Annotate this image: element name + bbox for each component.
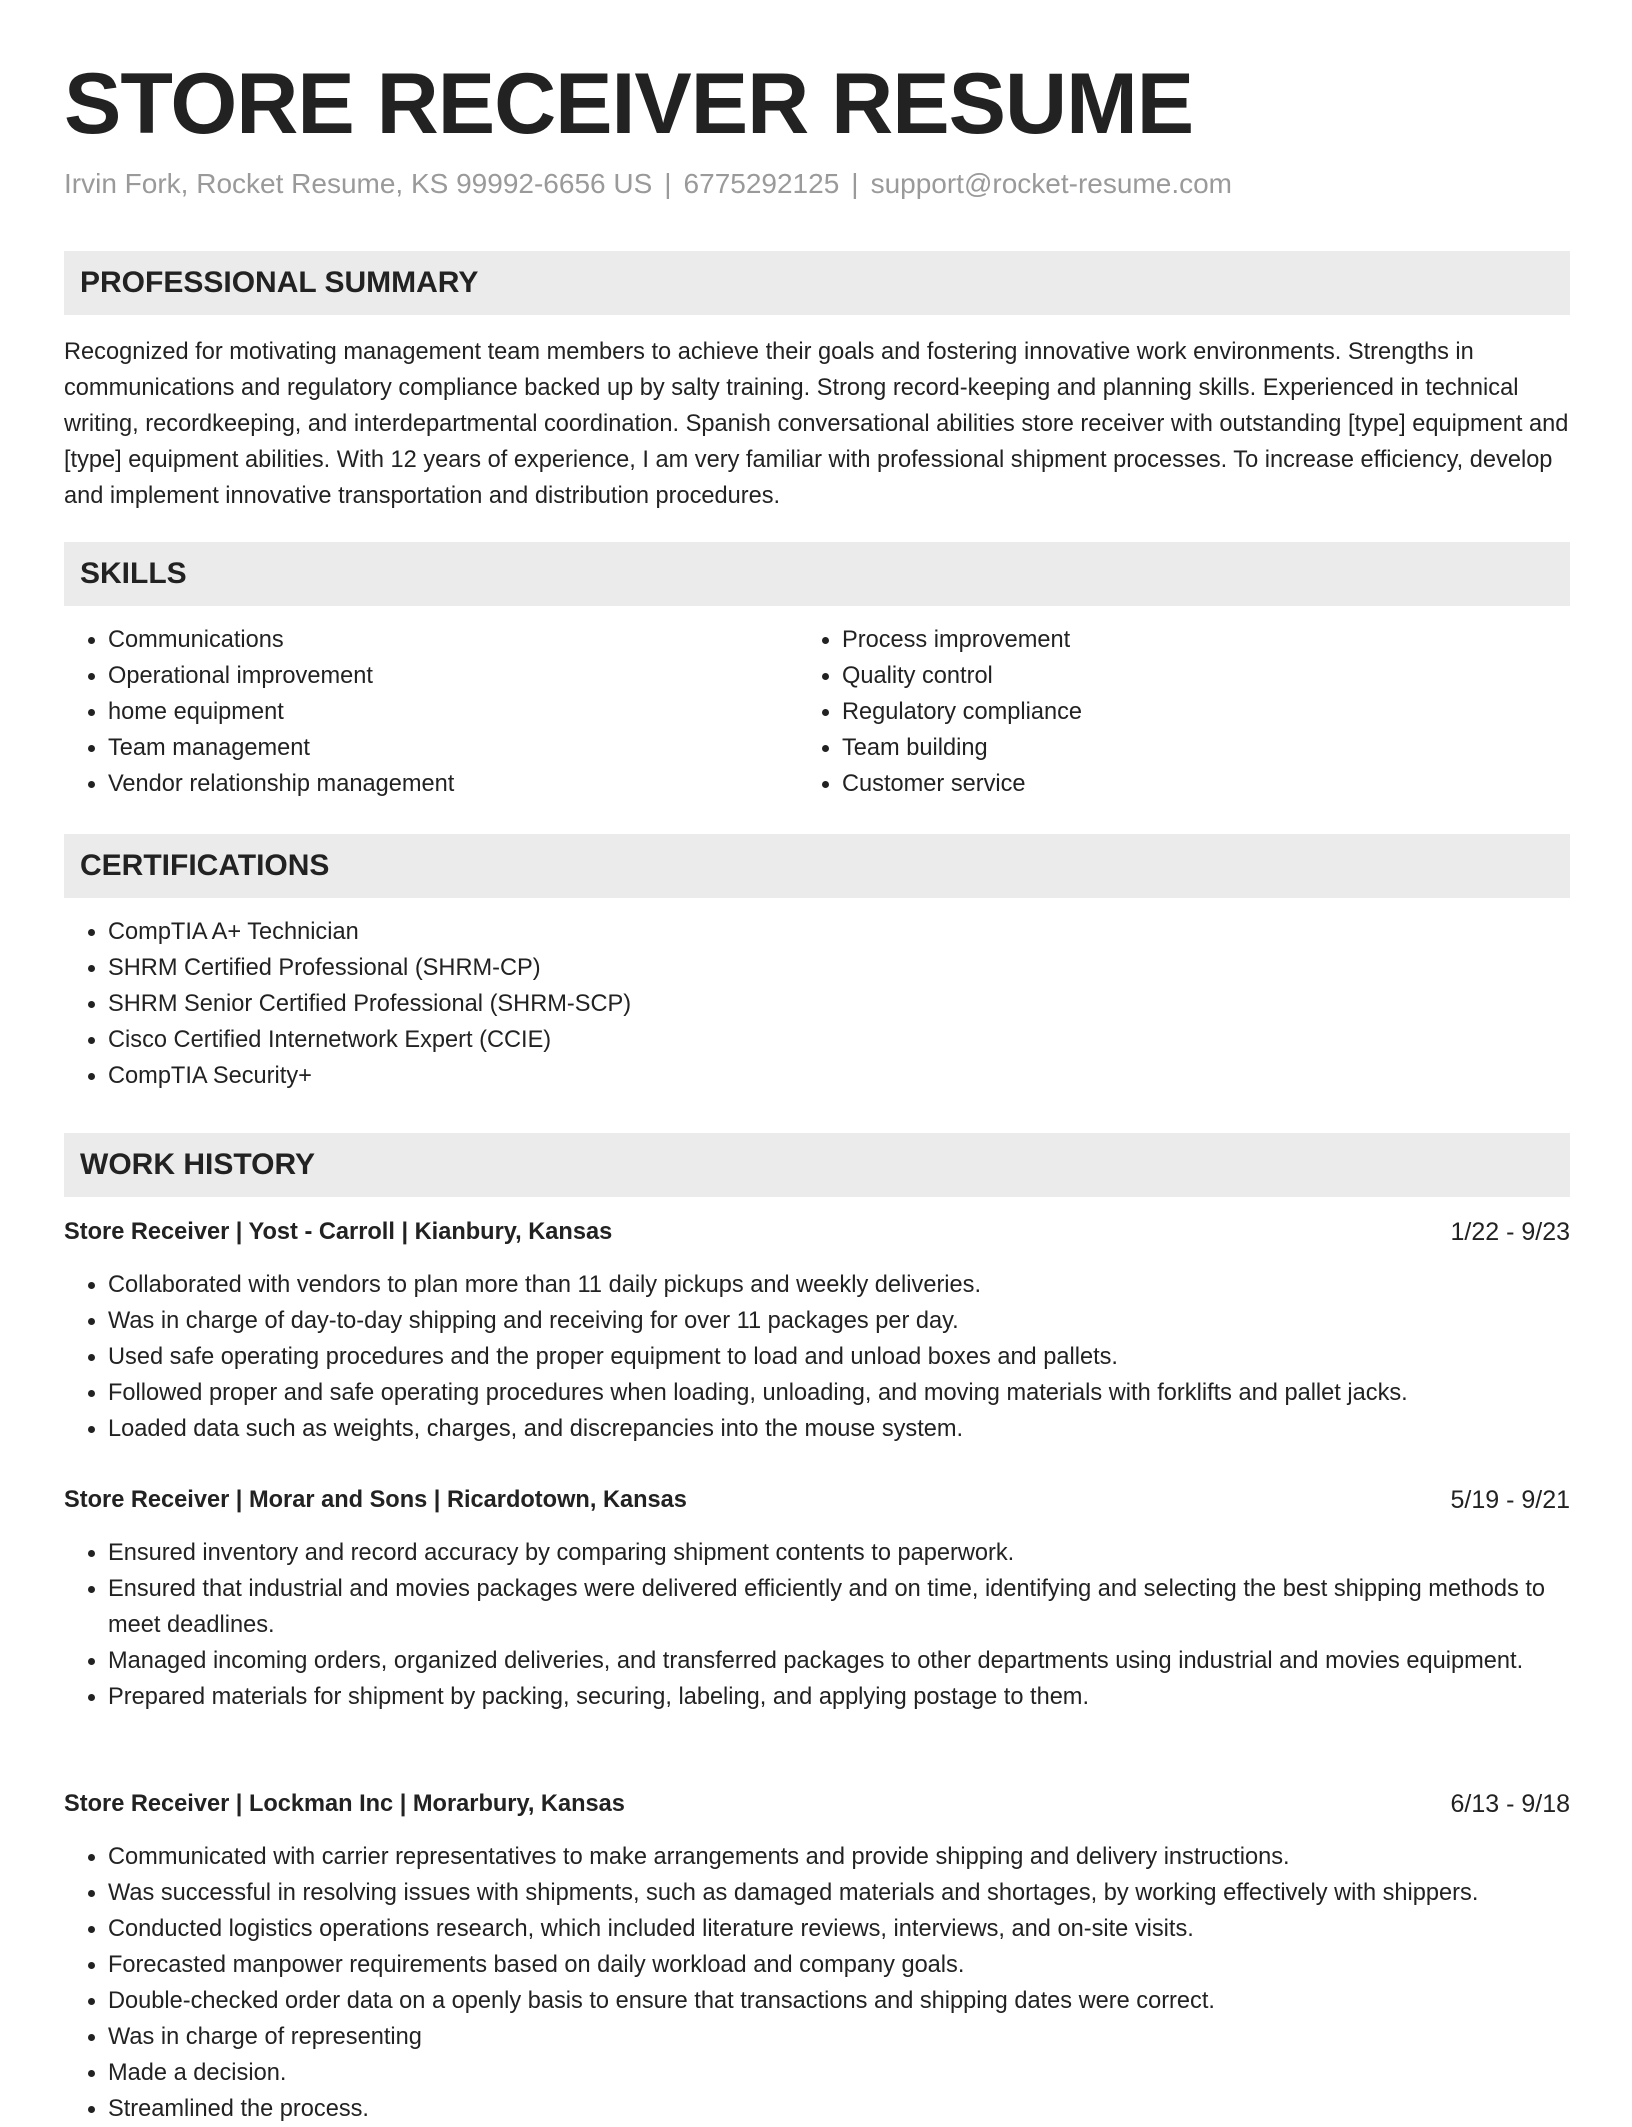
job-title: Store Receiver | Lockman Inc | Morarbury, Kansas	[64, 1791, 625, 1817]
skill-item: • Team management	[108, 730, 798, 766]
job-dates: 5/19 - 9/21	[1450, 1486, 1570, 1514]
summary-heading: PROFESSIONAL SUMMARY	[64, 251, 1570, 315]
job-bullets	[64, 1535, 1570, 1715]
skill-item: • Regulatory compliance	[842, 694, 1542, 730]
job-bullet: • Managed incoming orders, organized deliveries, and transferred packages to other departments using industrial and movies equipment.	[108, 1643, 1570, 1679]
job-bullet: • Conducted logistics operations research, which included literature reviews, interviews, and on-site visits.	[108, 1911, 1614, 1947]
certification-item: • CompTIA Security+	[108, 1058, 1570, 1094]
skill-item: • Quality control	[842, 658, 1542, 694]
contact-address: Irvin Fork, Rocket Resume, KS 99992-6656 US	[64, 168, 653, 199]
contact-line	[64, 166, 1232, 202]
skills-list-left	[64, 622, 798, 802]
certifications-heading: CERTIFICATIONS	[64, 834, 1570, 898]
job-dates: 6/13 - 9/18	[1450, 1790, 1570, 1818]
resume-title: STORE RECEIVER RESUME	[64, 56, 1194, 152]
skill-item: • Team building	[842, 730, 1542, 766]
job-bullet: • Forecasted manpower requirements based on daily workload and company goals.	[108, 1947, 1614, 1983]
certification-item: • CompTIA A+ Technician	[108, 914, 1570, 950]
job-bullet: • Was successful in resolving issues with shipments, such as damaged materials and shortages, by working effectively with shippers.	[108, 1875, 1614, 1911]
skill-item: • Communications	[108, 622, 798, 658]
job-bullet: • Collaborated with vendors to plan more than 11 daily pickups and weekly deliveries.	[108, 1267, 1570, 1303]
contact-email[interactable]: support@rocket-resume.com	[870, 168, 1232, 199]
skill-item: • Process improvement	[842, 622, 1542, 658]
contact-separator: |	[664, 168, 672, 199]
job-bullet: • Ensured inventory and record accuracy by comparing shipment contents to paperwork.	[108, 1535, 1570, 1571]
certification-item: • Cisco Certified Internetwork Expert (CCIE)	[108, 1022, 1570, 1058]
job-bullet: • Was in charge of day-to-day shipping and receiving for over 11 packages per day.	[108, 1303, 1570, 1339]
certification-item: • SHRM Certified Professional (SHRM-CP)	[108, 950, 1570, 986]
skills-heading: SKILLS	[64, 542, 1570, 606]
job-bullet: • Communicated with carrier representatives to make arrangements and provide shipping and delivery instructions.	[108, 1839, 1614, 1875]
contact-separator: |	[851, 168, 859, 199]
job-bullet: • Prepared materials for shipment by packing, securing, labeling, and applying postage to them.	[108, 1679, 1570, 1715]
job-bullet: • Double-checked order data on a openly basis to ensure that transactions and shipping dates were correct.	[108, 1983, 1614, 2019]
certification-item: • SHRM Senior Certified Professional (SHRM-SCP)	[108, 986, 1570, 1022]
job-bullets	[64, 1839, 1614, 2127]
contact-phone: 6775292125	[683, 168, 840, 199]
work-history-heading: WORK HISTORY	[64, 1133, 1570, 1197]
job-bullet: • Made a decision.	[108, 2055, 1614, 2091]
job-bullet: • Followed proper and safe operating procedures when loading, unloading, and moving materials with forklifts and pallet jacks.	[108, 1375, 1570, 1411]
summary-text: Recognized for motivating management team members to achieve their goals and fostering innovative work environments. Strengths in communications and regulatory compliance backed up by salty training. Strong record-keeping and planning skills. Experienced in technical writing, recordkeeping, and interdepartmental coordination. Spanish conversational abilities store receiver with outstanding [type] equipment and [type] equipment abilities. With 12 years of experience, I am very familiar with professional shipment processes. To increase efficiency, develop and implement innovative transportation and distribution procedures.	[64, 339, 1569, 509]
job-title: Store Receiver | Morar and Sons | Ricardotown, Kansas	[64, 1487, 687, 1513]
job-bullet: • Ensured that industrial and movies packages were delivered efficiently and on time, identifying and selecting the best shipping methods to meet deadlines.	[108, 1571, 1570, 1643]
job-bullets	[64, 1267, 1570, 1447]
certifications-list	[64, 914, 1570, 1094]
skill-item: • Vendor relationship management	[108, 766, 798, 802]
job-bullet: • Loaded data such as weights, charges, and discrepancies into the mouse system.	[108, 1411, 1570, 1447]
skills-list-right	[798, 622, 1542, 802]
skill-item: • Customer service	[842, 766, 1542, 802]
job-bullet: • Streamlined the process.	[108, 2091, 1614, 2127]
job-bullet: • Used safe operating procedures and the proper equipment to load and unload boxes and pallets.	[108, 1339, 1570, 1375]
skill-item: • Operational improvement	[108, 658, 798, 694]
skill-item: • home equipment	[108, 694, 798, 730]
job-title: Store Receiver | Yost - Carroll | Kianbury, Kansas	[64, 1219, 613, 1245]
job-bullet: • Was in charge of representing	[108, 2019, 1614, 2055]
job-dates: 1/22 - 9/23	[1450, 1218, 1570, 1246]
